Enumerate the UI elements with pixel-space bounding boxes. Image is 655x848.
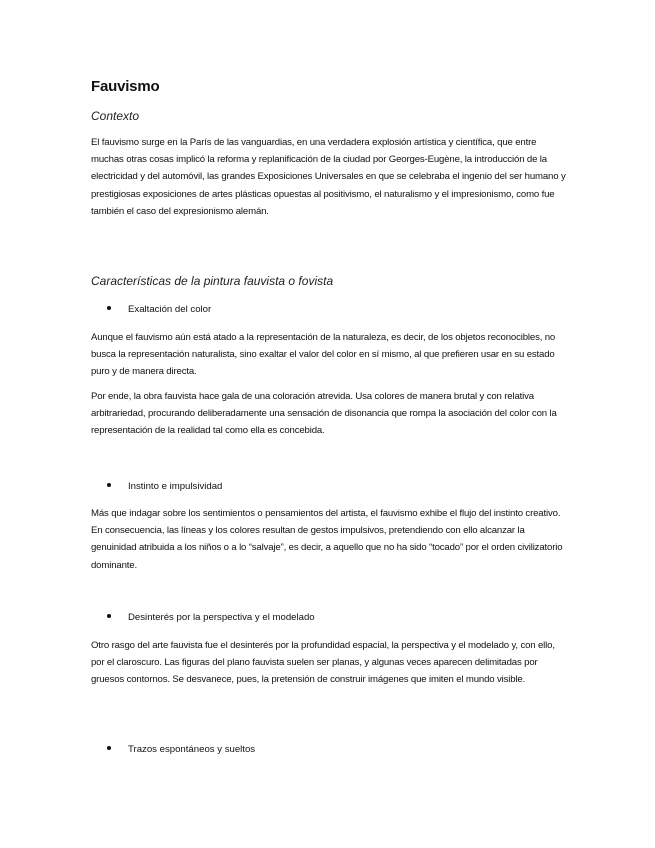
list-item-exaltacion-del-color [107,303,211,317]
paragraph-color-2: Por ende, la obra fauvista hace gala de una coloración atrevida. Usa colores de manera brutal y con relativa arbitrariedad, procurando deliberadamente una sensación de disonancia que rompa la asociación del color con la representación de la realidad tal como ella es concebida. [91,391,557,437]
bullet-icon [107,306,111,310]
bullet-icon [107,614,111,618]
paragraph-color-1: Aunque el fauvismo aún está atado a la representación de la naturaleza, es decir, de los objetos reconocibles, no busca la representación naturalista, sino exaltar el valor del color en sí mismo, al que prefieren usar en su estado puro y de manera directa. [91,332,556,378]
list-item-desinteres-perspectiva [107,611,315,625]
bullet-icon [107,483,111,487]
bullet-icon [107,746,111,750]
list-item-label: Desinterés por la perspectiva y el modelado [128,612,315,623]
list-item-label: Trazos espontáneos y sueltos [128,744,256,755]
paragraph-instinto: Más que indagar sobre los sentimientos o pensamientos del artista, el fauvismo exhibe el flujo del instinto creativo. En consecuencia, las líneas y los colores resultan de gestos impulsivos, pretendiendo con ello alcanzar la genuinidad atribuida a los niños o a lo “salvaje”, es decir, a aquello que no ha sido “tocado” por el orden civilizatorio dominante. [91,508,563,571]
section-heading-characteristics: Características de la pintura fauvista o fovista [91,274,334,288]
paragraph-context: El fauvismo surge en la París de las vanguardias, en una verdadera explosión artística y científica, que entre muchas otras cosas implicó la reforma y replanificación de la ciudad por Georges-Eugène, la introducción de la electricidad y del automóvil, las grandes Exposiciones Universales en que se celebraba el ingenio del ser humano y prestigiosas exposiciones de artes plásticas opuestas al positivismo, el naturalismo y el impresionismo, como fue también el caso del expresionismo alemán. [91,137,566,217]
list-item-label: Instinto e impulsividad [128,481,223,492]
list-item-instinto-e-impulsividad [107,480,222,494]
list-item-trazos-espontaneos [107,743,255,757]
document-title: Fauvismo [91,78,160,95]
paragraph-perspectiva: Otro rasgo del arte fauvista fue el desinterés por la profundidad espacial, la perspectiva y el modelado y, con ello, por el claroscuro. Las figuras del plano fauvista suelen ser planas, y algunas veces aparecen delimitadas por gruesos contornos. Se desvanece, pues, la pretensión de construir imágenes que imiten el mundo visible. [91,640,555,686]
list-item-label: Exaltación del color [128,304,212,315]
section-heading-context: Contexto [91,109,140,123]
